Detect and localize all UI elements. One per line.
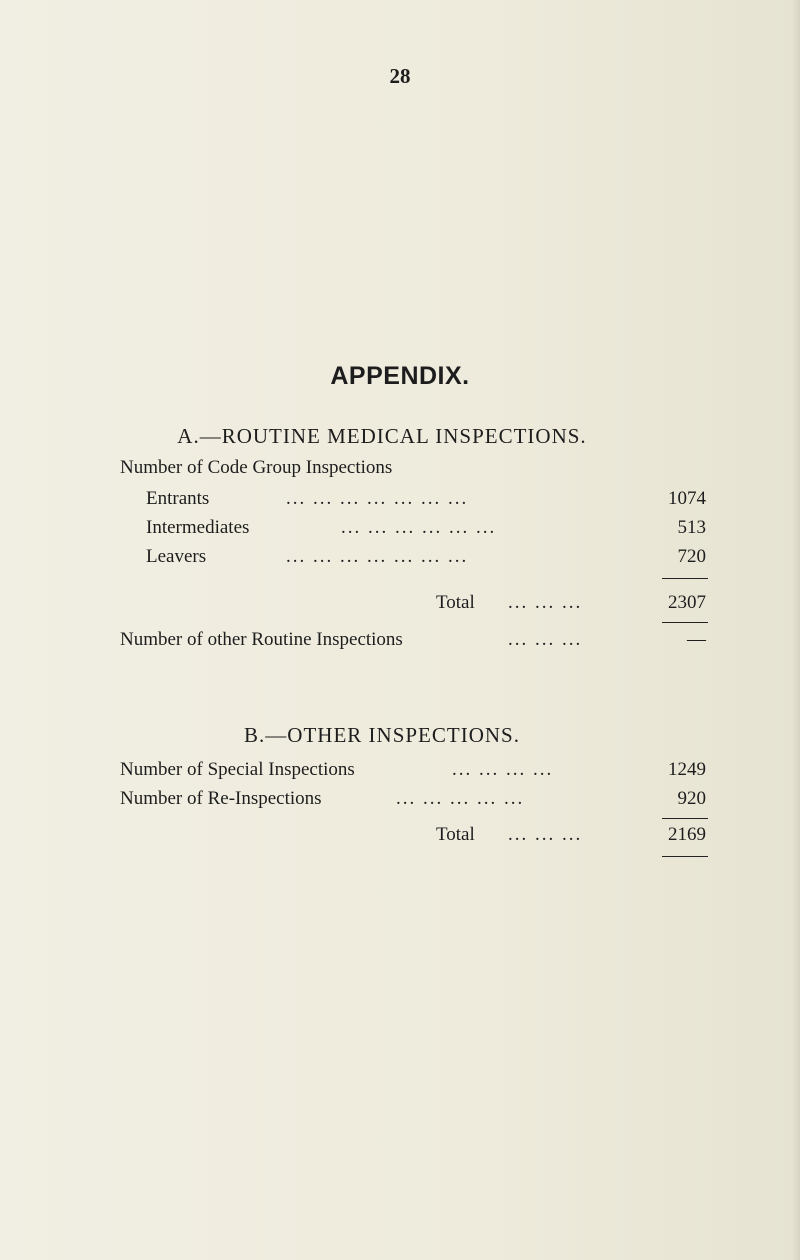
code-group-label: Number of Code Group Inspections [120,457,393,478]
row-label: Entrants [146,488,210,509]
row-value: 720 [677,546,706,567]
leader-dots: ... ... ... [508,629,583,650]
leader-dots: ... ... ... [508,824,583,845]
row-value: 513 [677,517,706,538]
page-edge-shadow [792,0,800,1260]
row-value: 920 [677,788,706,809]
appendix-title: APPENDIX. [330,362,470,390]
total-value: 2307 [668,592,706,613]
page-number: 28 [389,64,411,88]
total-value: 2169 [668,824,706,845]
total-label: Total [436,824,475,845]
total-rule [662,856,708,857]
total-label: Total [436,592,475,613]
leader-dots: ... ... ... ... [452,759,554,780]
leader-dots: ... ... ... [508,592,583,613]
row-value: 1249 [668,759,706,780]
leader-dots: ... ... ... ... ... ... ... [286,488,469,509]
leader-dots: ... ... ... ... ... ... [341,517,497,538]
row-label: Intermediates [146,517,250,538]
section-b-heading: B.—OTHER INSPECTIONS. [244,723,520,747]
sum-rule [662,818,708,819]
leader-dots: ... ... ... ... ... [396,788,525,809]
total-rule [662,622,708,623]
row-label: Number of Special Inspections [120,759,355,780]
row-value: 1074 [668,488,706,509]
sum-rule [662,578,708,579]
row-label: Leavers [146,546,207,567]
row-label: Number of other Routine Inspections [120,629,403,650]
row-label: Number of Re-Inspections [120,788,322,809]
section-a-heading: A.—ROUTINE MEDICAL INSPECTIONS. [177,424,587,448]
leader-dots: ... ... ... ... ... ... ... [286,546,469,567]
row-value: — [687,629,706,650]
